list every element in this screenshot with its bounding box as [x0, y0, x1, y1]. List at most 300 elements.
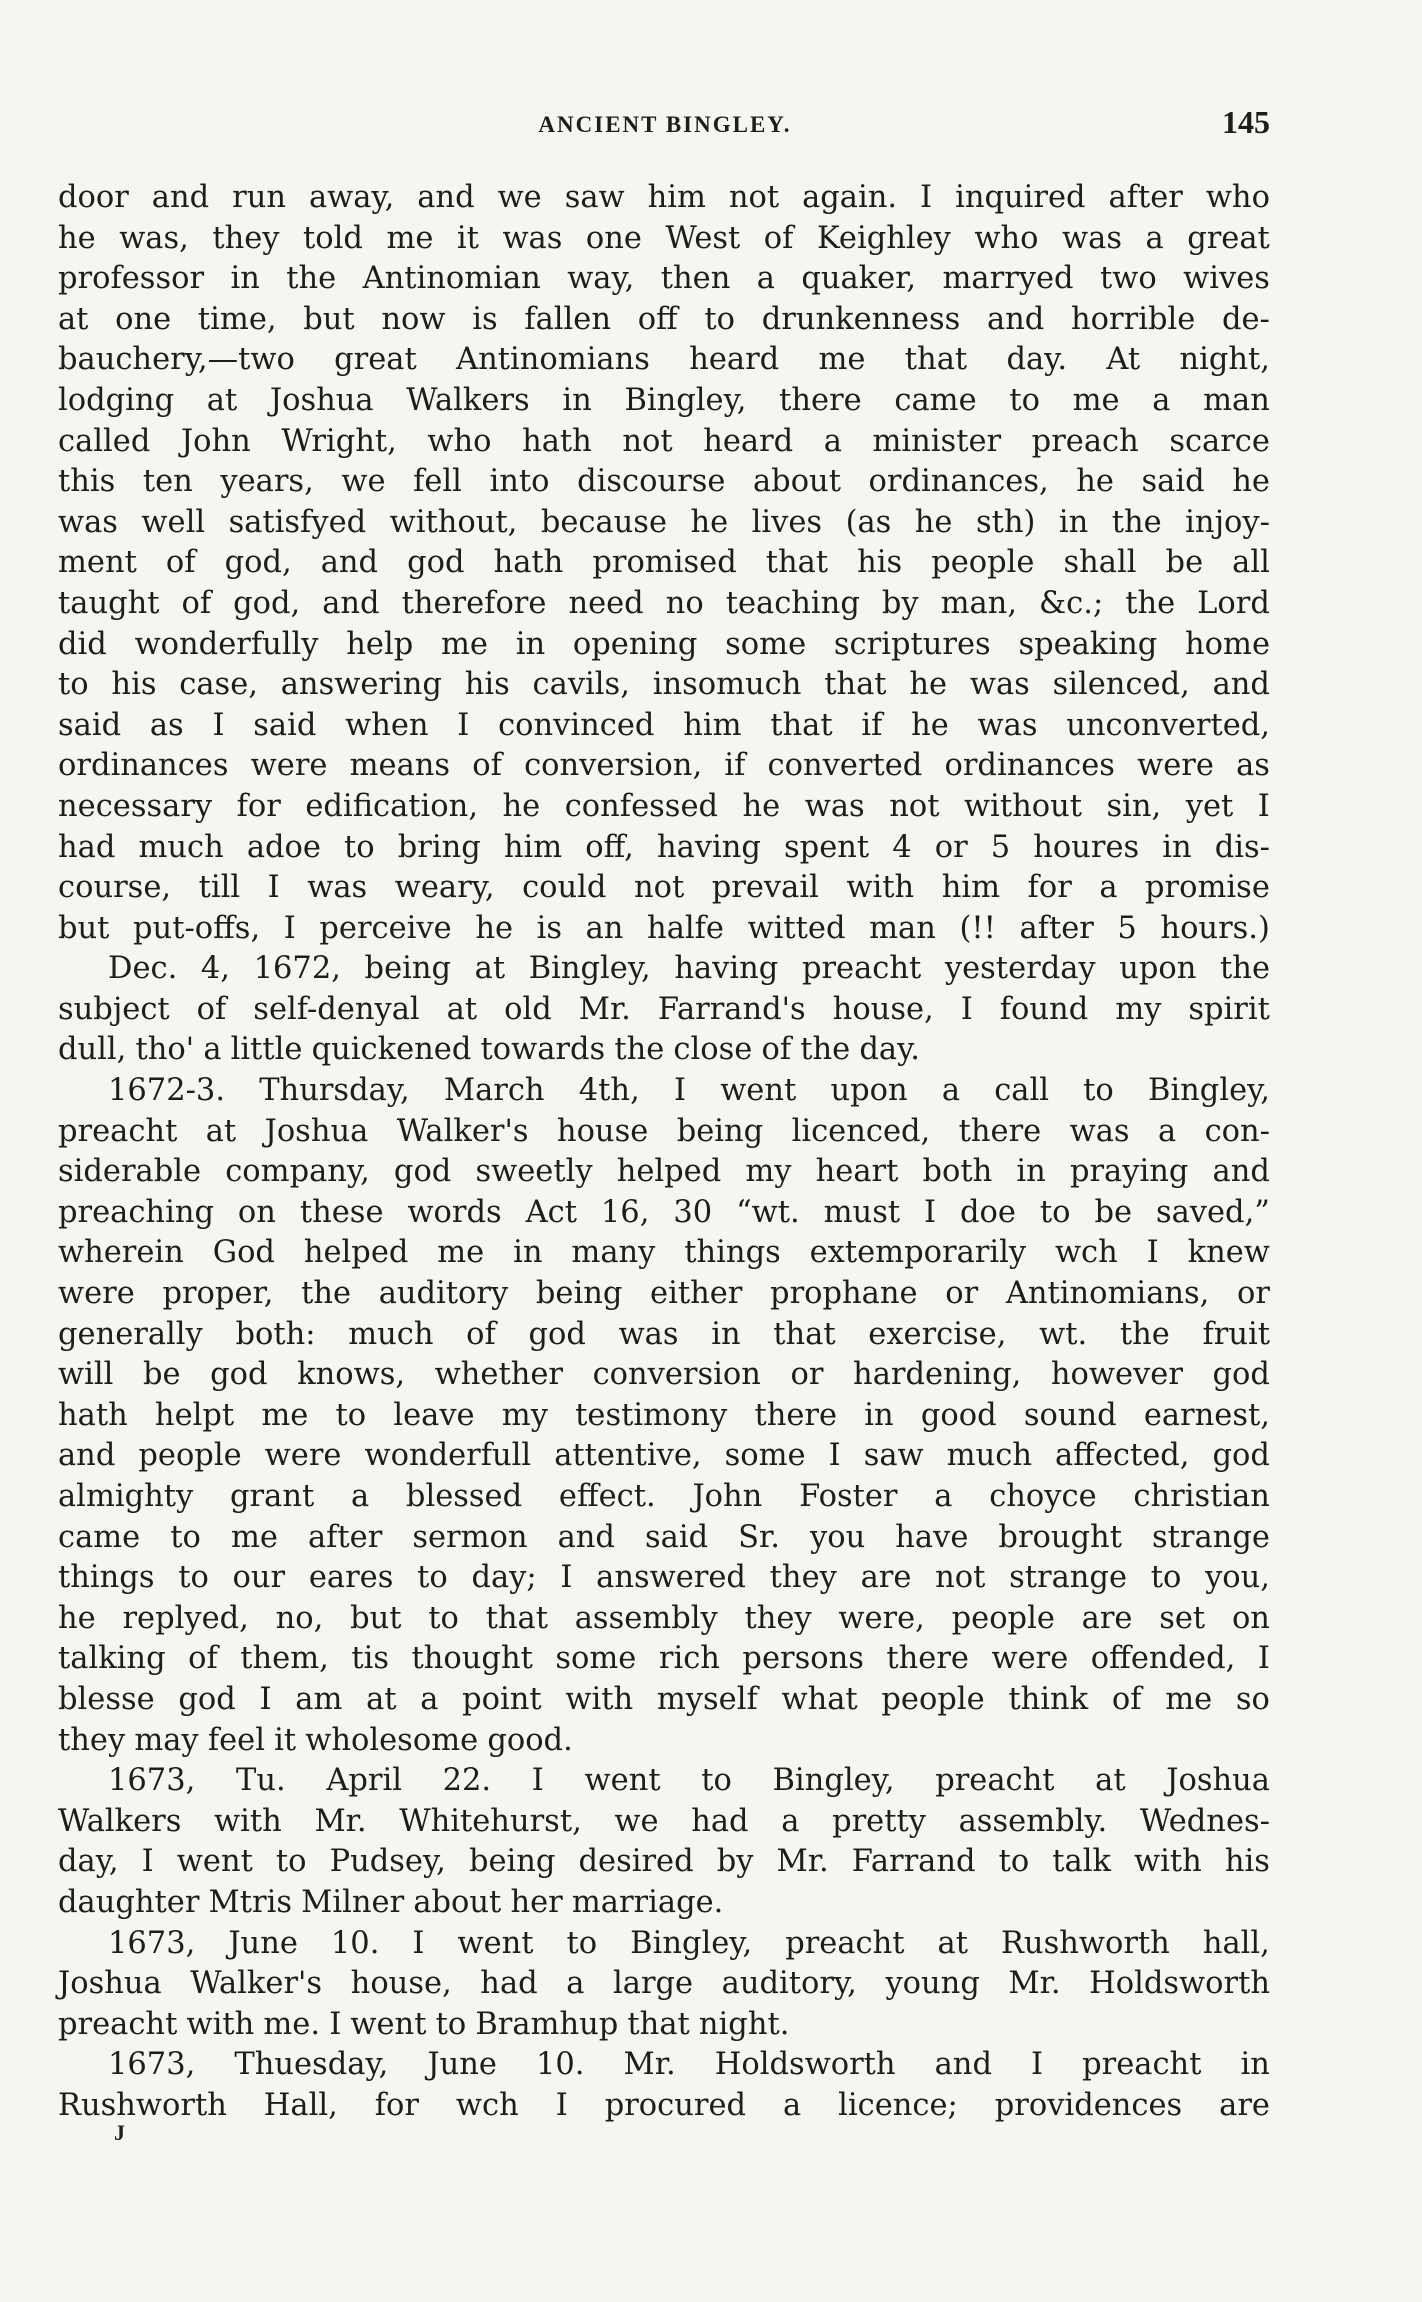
word: 4 — [892, 829, 912, 865]
word: brought — [998, 1519, 1122, 1555]
word: to — [704, 301, 736, 337]
word: satisfyed — [228, 504, 367, 540]
word: there — [754, 1397, 838, 1433]
word: years, — [220, 464, 314, 500]
body-text — [58, 178, 1270, 2127]
word: my — [745, 1154, 792, 1190]
word: he — [475, 910, 514, 946]
word: you, — [1205, 1560, 1270, 1596]
word: at — [937, 1925, 968, 1961]
word: Holdsworth — [714, 2047, 896, 2083]
word: talking — [58, 1641, 166, 1677]
word: door — [58, 180, 129, 215]
word: and — [1212, 1154, 1270, 1190]
word: called — [58, 423, 151, 459]
word: to — [428, 1600, 459, 1636]
word: off — [637, 301, 678, 337]
word: at — [446, 991, 478, 1027]
word: Dec. — [108, 951, 178, 987]
word: the — [1220, 951, 1270, 987]
word: Rushworth — [58, 2087, 227, 2123]
word: I — [560, 1560, 573, 1596]
word: day; — [471, 1560, 537, 1596]
word: night, — [1179, 342, 1270, 378]
word: wherein — [58, 1235, 184, 1271]
word: man — [869, 910, 936, 946]
word: 1672, — [253, 951, 341, 987]
word: wt. — [1039, 1316, 1088, 1352]
word: god — [210, 1357, 268, 1393]
word: hath — [522, 423, 592, 459]
word: edification, — [305, 788, 479, 824]
word: heard — [703, 423, 794, 459]
word: be — [1094, 1194, 1133, 1230]
word: him — [503, 829, 563, 865]
word: me — [1072, 382, 1120, 418]
word: my — [1115, 991, 1162, 1027]
word: day. — [859, 1032, 920, 1068]
word: talk — [1052, 1844, 1111, 1880]
word: answering — [280, 667, 442, 703]
text-line — [58, 1924, 1270, 1965]
word: people — [881, 1681, 985, 1717]
word: assembly. — [958, 1803, 1108, 1839]
word: that — [770, 707, 833, 743]
word: people — [138, 1438, 242, 1474]
word: prevail — [711, 870, 819, 906]
word: god — [393, 1154, 452, 1190]
word: a — [350, 1479, 370, 1514]
word: Mr. — [578, 991, 631, 1027]
word: were — [991, 1641, 1069, 1677]
word: Walkers — [406, 382, 530, 418]
word: he — [690, 504, 729, 540]
word: tis — [351, 1641, 390, 1677]
word: now — [381, 301, 446, 337]
word: was — [58, 504, 118, 540]
word: again. — [802, 180, 898, 215]
word: rich — [658, 1641, 720, 1677]
word: ordinances, — [868, 464, 1049, 500]
word: who — [974, 220, 1039, 256]
word: without — [963, 788, 1082, 824]
word: or — [1237, 1276, 1270, 1312]
word: course, — [58, 870, 172, 906]
word: me — [386, 220, 434, 256]
word: whether — [434, 1357, 563, 1393]
word: I — [141, 1844, 154, 1880]
word: cavils, — [532, 667, 630, 703]
word: means — [349, 748, 451, 784]
word: about — [752, 464, 841, 500]
text-line — [58, 259, 1270, 300]
word: with — [1134, 1844, 1202, 1880]
word: to — [178, 1560, 209, 1596]
word: March — [443, 1073, 545, 1109]
word: as — [149, 707, 184, 743]
word: Tu. — [235, 1763, 286, 1799]
word: house, — [832, 991, 934, 1027]
word: generally — [58, 1316, 203, 1352]
word: knows, — [297, 1357, 406, 1393]
word: went — [457, 1925, 534, 1961]
word: had — [691, 1803, 749, 1839]
word: at — [58, 301, 89, 337]
word: after — [307, 1519, 383, 1555]
word: choyce — [989, 1479, 1097, 1514]
word: they — [744, 1600, 812, 1636]
word: John — [180, 423, 251, 459]
word: in — [562, 382, 592, 418]
word: hardening, — [853, 1357, 1022, 1393]
word: answered — [596, 1560, 746, 1596]
word: an — [585, 910, 624, 946]
word: minister — [872, 423, 1002, 459]
word: were — [58, 1276, 135, 1312]
word: upon — [1119, 951, 1197, 987]
word: I — [920, 180, 933, 215]
word: affected, — [1054, 1438, 1190, 1474]
word: Bingley, — [772, 1763, 895, 1799]
word: is — [472, 301, 498, 337]
word: night. — [698, 2006, 790, 2042]
word: ten — [142, 464, 193, 500]
word: man — [1203, 382, 1270, 418]
word: god, — [224, 545, 292, 581]
word: a — [781, 1803, 800, 1839]
word: have — [895, 1519, 969, 1555]
word: wch — [1054, 1235, 1118, 1271]
word: feel — [207, 1722, 265, 1758]
word: one — [115, 301, 172, 337]
word: I — [1146, 1235, 1159, 1271]
word: at — [474, 951, 506, 987]
word: I — [1257, 788, 1270, 824]
word: not — [889, 788, 940, 824]
word: one — [585, 220, 642, 256]
word: Bramhup — [475, 2006, 619, 2042]
word: providences — [994, 2087, 1183, 2123]
word: of — [761, 1032, 792, 1068]
word: licenced, — [791, 1113, 931, 1149]
word: 10. — [330, 1925, 380, 1961]
word: was — [618, 1316, 679, 1352]
text-line — [58, 2045, 1270, 2086]
word: scarce — [1169, 423, 1270, 459]
text-line — [58, 1883, 1270, 1924]
text-line — [58, 1639, 1270, 1680]
word: then — [660, 261, 731, 297]
word: ordinances — [944, 748, 1115, 784]
word: I — [828, 1438, 841, 1474]
word: to — [701, 1763, 732, 1799]
word: away, — [308, 180, 395, 215]
text-line — [58, 503, 1270, 544]
word: were — [250, 748, 328, 784]
word: of — [165, 545, 196, 581]
word: by — [881, 585, 919, 621]
word: but — [303, 301, 355, 337]
word: discourse — [577, 464, 726, 500]
word: unconverted, — [1066, 707, 1270, 743]
word: a — [1158, 1113, 1177, 1149]
word: testimony — [575, 1397, 728, 1433]
word: hath — [58, 1397, 128, 1433]
word: was, — [119, 220, 189, 256]
word: hours.) — [1160, 910, 1270, 946]
word: converted — [767, 748, 923, 784]
word: his — [111, 667, 157, 703]
word: and — [151, 180, 210, 215]
word: must — [823, 1194, 901, 1230]
word: tho' — [135, 1032, 195, 1068]
word: auditory, — [721, 1966, 857, 2002]
word: think — [1008, 1681, 1089, 1717]
word: at — [1095, 1763, 1126, 1799]
word: to — [417, 1560, 448, 1596]
word: his — [464, 667, 510, 703]
word: me — [1165, 1681, 1213, 1717]
word: not — [935, 1560, 986, 1596]
text-line — [58, 340, 1270, 381]
word: to — [275, 1844, 307, 1880]
word: went — [584, 1763, 661, 1799]
text-line — [58, 422, 1270, 463]
word: eares — [308, 1560, 394, 1596]
word: said — [1141, 464, 1205, 500]
text-line — [58, 909, 1270, 950]
word: Antinomian — [362, 261, 541, 297]
word: about — [413, 1884, 502, 1920]
word: a — [756, 261, 775, 297]
word: Wednes- — [1139, 1803, 1270, 1839]
word: a — [782, 2087, 802, 2123]
word: man, — [940, 585, 1018, 621]
word: people — [951, 1600, 1055, 1636]
word: at — [205, 1113, 237, 1149]
word: all — [1232, 545, 1270, 581]
word: heart — [815, 1154, 899, 1190]
word: some — [555, 1641, 637, 1677]
word: John — [692, 1479, 763, 1514]
word: Foster — [799, 1479, 898, 1514]
word: am — [295, 1681, 343, 1717]
word: professor — [58, 261, 205, 297]
word: on — [1231, 1600, 1270, 1636]
word: Mr. — [776, 1844, 829, 1880]
word: were — [1137, 748, 1214, 784]
word: he — [742, 788, 781, 824]
word: a — [1152, 382, 1171, 418]
word: Antinomians, — [1005, 1276, 1210, 1312]
text-line — [58, 300, 1270, 341]
word: persons — [742, 1641, 864, 1677]
word: for — [236, 788, 281, 824]
word: he — [914, 504, 953, 540]
word: christian — [1133, 1479, 1270, 1514]
word: a — [203, 1032, 222, 1068]
word: in — [711, 1316, 741, 1352]
word: Holdsworth — [1089, 1966, 1270, 2002]
text-line — [58, 1964, 1270, 2005]
word: myself — [656, 1681, 758, 1717]
word: At — [1106, 342, 1141, 378]
word: 4th, — [578, 1073, 640, 1109]
word: day. — [1006, 342, 1068, 378]
text-line — [58, 1396, 1270, 1437]
word: Joshua — [58, 1966, 162, 2002]
word: lives — [751, 504, 823, 540]
word: exercise, — [868, 1316, 1007, 1352]
word: blessed — [405, 1479, 523, 1514]
word: promised — [592, 545, 737, 581]
word: had — [480, 1966, 538, 2002]
word: the — [1119, 1316, 1170, 1352]
word: told — [303, 220, 363, 256]
word: did — [58, 626, 107, 662]
word: Joshua — [264, 1113, 369, 1149]
word: he — [58, 1600, 96, 1636]
word: Mtris — [208, 1884, 293, 1920]
word: drunkenness — [761, 301, 961, 337]
word: wholesome — [305, 1722, 479, 1758]
word: I — [924, 1194, 937, 1230]
word: strange — [1009, 1560, 1127, 1596]
word: not — [622, 423, 673, 459]
word: company, — [225, 1154, 370, 1190]
word: Pudsey, — [329, 1844, 446, 1880]
word: offended, — [1090, 1641, 1236, 1677]
word: in — [230, 261, 260, 297]
text-line — [58, 1599, 1270, 1640]
word: some — [724, 1438, 806, 1474]
text-line — [58, 219, 1270, 260]
text-line — [58, 1274, 1270, 1315]
word: me — [441, 626, 488, 662]
word: call — [994, 1073, 1049, 1109]
word: of — [1111, 1681, 1142, 1717]
word: to — [435, 2006, 467, 2042]
word: earnest, — [1143, 1397, 1270, 1433]
word: a — [941, 1073, 961, 1109]
word: it — [456, 220, 479, 256]
word: leave — [393, 1397, 475, 1433]
word: halfe — [647, 910, 724, 946]
word: heard — [689, 342, 780, 378]
text-line — [58, 1477, 1270, 1518]
word: me — [818, 342, 866, 378]
word: (as — [845, 504, 892, 540]
word: sweetly — [475, 1154, 593, 1190]
word: yesterday — [944, 951, 1096, 987]
text-line — [58, 1721, 1270, 1762]
text-line — [58, 1355, 1270, 1396]
word: me. — [263, 2006, 321, 2042]
word: in — [1016, 1154, 1046, 1190]
word: that — [904, 342, 968, 378]
word: preacht — [935, 1763, 1055, 1799]
word: 1673, — [108, 2047, 196, 2083]
word: siderable — [58, 1154, 202, 1190]
word: necessary — [58, 788, 213, 824]
word: not — [633, 870, 685, 906]
word: auditory — [378, 1276, 509, 1312]
word: was — [977, 707, 1038, 743]
word: Wright, — [281, 423, 397, 459]
word: fruit — [1202, 1316, 1270, 1352]
word: the — [286, 261, 337, 297]
word: god — [178, 1681, 236, 1717]
word: we — [341, 464, 386, 500]
word: people — [931, 545, 1035, 581]
word: Walker's — [190, 1966, 323, 2002]
word: 22. — [442, 1763, 492, 1799]
word: said — [58, 707, 122, 743]
word: helpt — [154, 1397, 235, 1433]
word: day, — [58, 1844, 119, 1880]
word: went — [176, 1844, 253, 1880]
word: houres — [1033, 829, 1140, 865]
text-line — [58, 1233, 1270, 1274]
word: this — [58, 464, 116, 500]
word: desired — [578, 1844, 694, 1880]
word: daughter — [58, 1884, 200, 1920]
word: having — [674, 951, 779, 987]
word: scriptures — [833, 626, 991, 662]
text-line — [58, 1152, 1270, 1193]
word: to — [1083, 1073, 1114, 1109]
word: is — [536, 910, 563, 946]
text-line — [58, 1802, 1270, 1843]
word: speaking — [1018, 626, 1158, 662]
word: I — [1257, 1641, 1270, 1677]
text-line — [58, 1842, 1270, 1883]
word: preacht — [1082, 2047, 1202, 2083]
word: I — [259, 1681, 272, 1717]
word: came — [894, 382, 977, 418]
word: sth) — [975, 504, 1036, 540]
word: I — [673, 1073, 687, 1109]
word: confessed — [564, 788, 719, 824]
word: things — [58, 1560, 155, 1596]
word: after — [1019, 910, 1094, 946]
word: well — [141, 504, 206, 540]
word: the — [1125, 585, 1176, 621]
word: me — [261, 1397, 309, 1433]
word: 10. — [535, 2047, 585, 2083]
word: after — [1108, 180, 1183, 215]
word: preacht — [801, 951, 922, 987]
word: upon — [830, 1073, 908, 1109]
text-line — [58, 746, 1270, 787]
word: to — [58, 667, 89, 703]
word: to — [566, 1925, 598, 1961]
word: I — [960, 991, 973, 1027]
text-line — [58, 1071, 1270, 1112]
word: close — [673, 1032, 753, 1068]
text-line — [58, 2086, 1270, 2127]
word: helped — [303, 1235, 409, 1271]
word: to — [1150, 1560, 1182, 1596]
word: was — [1069, 1113, 1130, 1149]
word: silenced, — [1052, 667, 1190, 703]
word: him — [683, 707, 742, 743]
word: no, — [275, 1600, 324, 1636]
word: help — [346, 626, 414, 662]
word: but — [58, 910, 110, 946]
word: case, — [179, 667, 258, 703]
word: Mr. — [623, 2047, 676, 2083]
